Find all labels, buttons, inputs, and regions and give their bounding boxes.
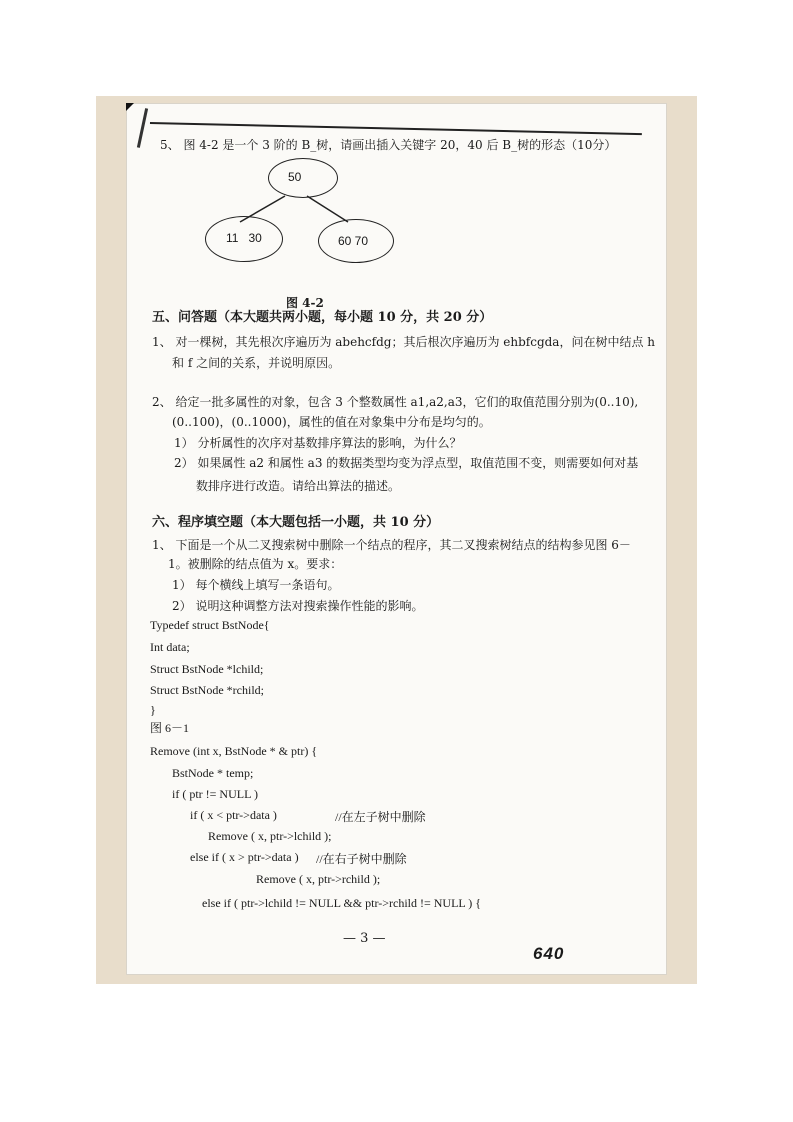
section6-title: 六、程序填空题（本大题包括一小题，共 10 分） [152,515,440,530]
code-line: else if ( x > ptr->data ) [190,850,299,864]
code-line: Struct BstNode *rchild; [150,683,264,697]
page-number: — 3 — [343,931,386,946]
sec5-q2-line1: 2、 给定一批多属性的对象，包含 3 个整数属性 a1,a2,a3，它们的取值范围分别为(0..10), [152,395,639,409]
tree-right-label: 60 70 [338,234,369,248]
sec5-q2-line3: 1） 分析属性的次序对基数排序算法的影响，为什么？ [174,436,462,450]
sec5-q2-line2: (0..100)，(0..1000)，属性的值在对象集中分布是均匀的。 [172,415,491,429]
sec5-q2-line5: 数排序进行改造。请给出算法的描述。 [196,479,401,493]
q5-text: 5、 图 4-2 是一个 3 阶的 B_树，请画出插入关键字 20，40 后 B_树的形态（10分） [160,138,617,152]
tree-left-label: 11 30 [226,231,262,245]
code-line: Int data; [150,640,190,654]
sec5-q1-line2: 和 f 之间的关系，并说明原因。 [172,356,341,370]
handwritten-number: 640 [533,944,565,963]
sec5-q2-line4: 2） 如果属性 a2 和属性 a3 的数据类型均变为浮点型，取值范围不变，则需要如何对基 [174,456,639,470]
code-line: Typedef struct BstNode{ [150,618,270,632]
sec6-line4: 2） 说明这种调整方法对搜索操作性能的影响。 [172,599,424,613]
tree-root-node [268,158,338,198]
sec6-line3: 1） 每个横线上填写一条语句。 [172,578,340,592]
code-line: Struct BstNode *lchild; [150,662,264,676]
code-line: if ( x < ptr->data ) [190,808,277,822]
code-line: Remove ( x, ptr->rchild ); [256,872,381,886]
code-comment: //在左子树中删除 [335,810,426,824]
tree-root-label: 50 [288,170,302,184]
sec5-q1-line1: 1、 对一棵树，其先根次序遍历为 abehcfdg；其后根次序遍历为 ehbfcgda，问在树中结点 h [152,335,656,349]
code-line: Remove (int x, BstNode * & ptr) { [150,744,318,758]
section5-title: 五、问答题（本大题共两小题，每小题 10 分，共 20 分） [152,310,493,325]
code-line: Remove ( x, ptr->lchild ); [208,829,332,843]
code-comment: //在右子树中删除 [316,852,407,866]
code-line: if ( ptr != NULL ) [172,787,258,801]
sec6-line1: 1、 下面是一个从二叉搜索树中删除一个结点的程序，其二叉搜索树结点的结构参见图 6－ [152,538,631,552]
fig-6-1-caption: 图 6－1 [150,721,190,735]
sec6-line2: 1。被删除的结点值为 x。要求： [168,557,343,571]
code-line: } [150,703,156,717]
code-line: BstNode * temp; [172,766,254,780]
fig-4-2-caption: 图 4-2 [286,296,324,310]
code-line: else if ( ptr->lchild != NULL && ptr->rchild != NULL ) { [202,896,482,910]
